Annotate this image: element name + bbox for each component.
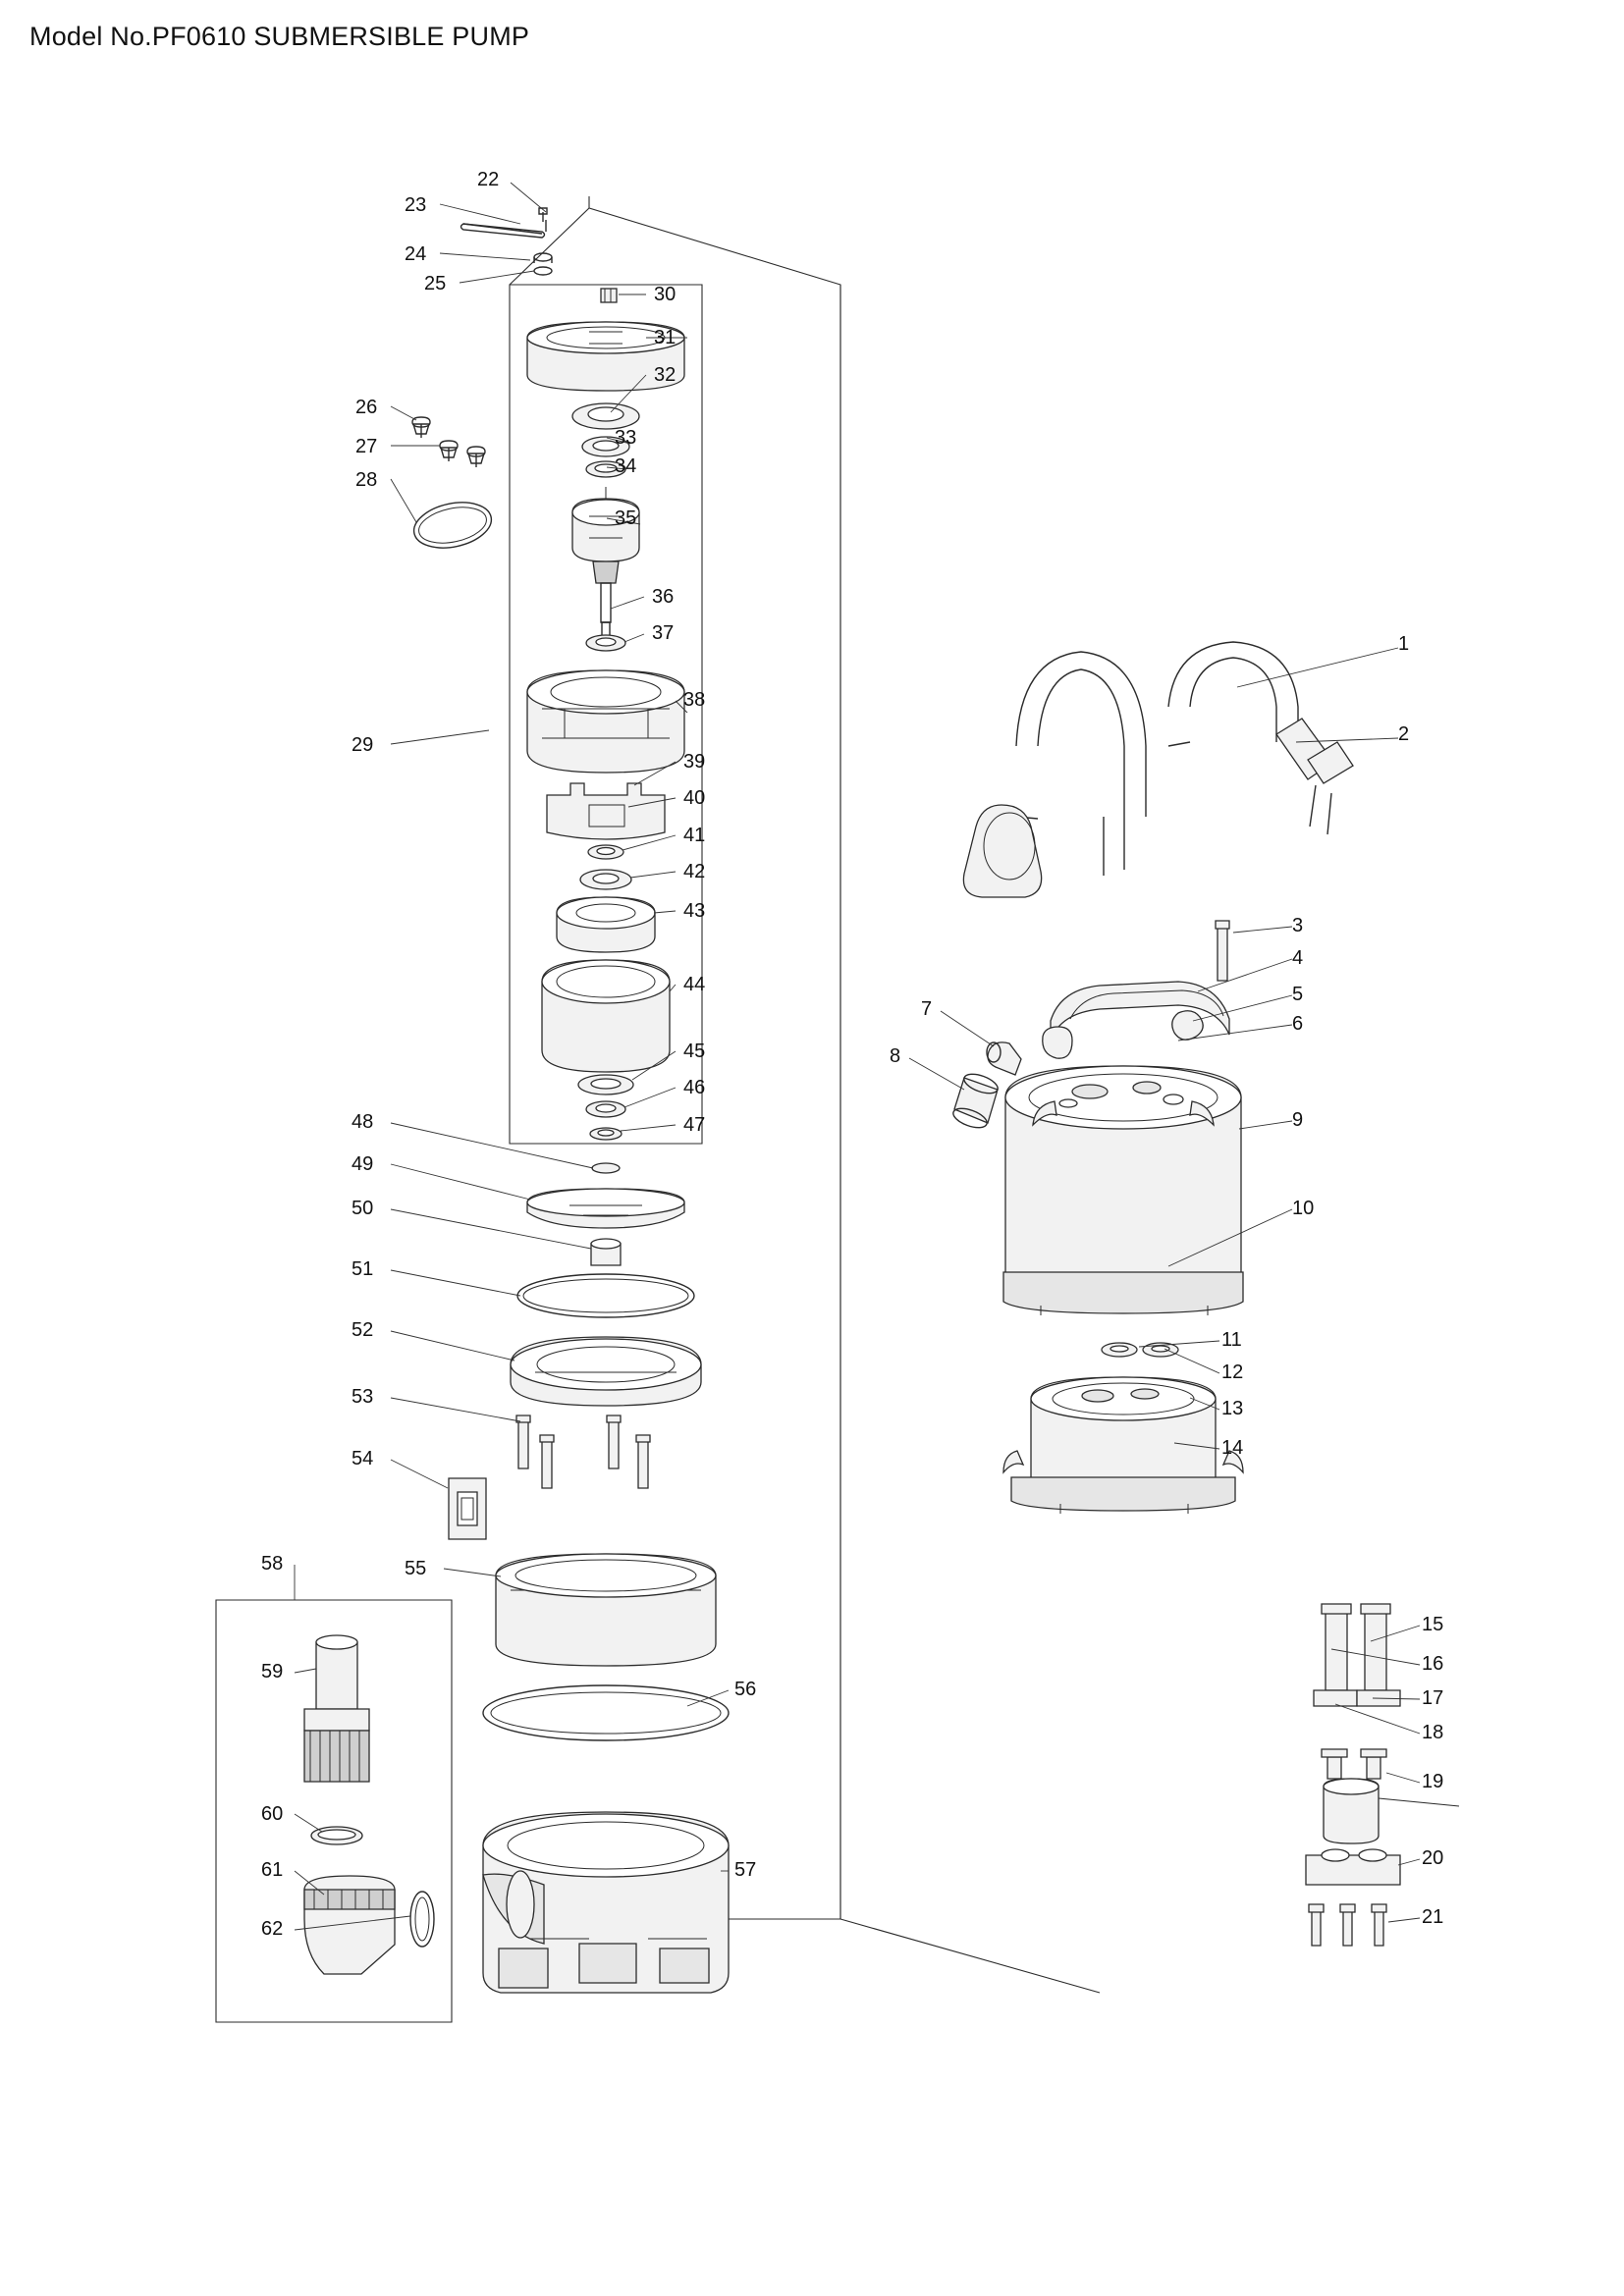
callout-24: 24: [405, 243, 427, 265]
callout-51: 51: [352, 1258, 374, 1280]
callout-61: 61: [261, 1859, 284, 1881]
callout-36: 36: [652, 586, 675, 608]
callout-32: 32: [654, 364, 677, 386]
callout-60: 60: [261, 1803, 284, 1825]
callout-12: 12: [1221, 1362, 1244, 1383]
callout-11: 11: [1221, 1329, 1242, 1351]
callout-25: 25: [424, 273, 447, 294]
callout-1: 1: [1398, 633, 1410, 655]
callout-7: 7: [921, 998, 933, 1020]
callout-37: 37: [652, 622, 675, 644]
callout-56: 56: [734, 1679, 757, 1700]
callout-20: 20: [1422, 1847, 1444, 1869]
callout-45: 45: [683, 1041, 706, 1062]
callout-52: 52: [352, 1319, 374, 1341]
callout-3: 3: [1292, 915, 1304, 936]
callout-57: 57: [734, 1859, 757, 1881]
callout-53: 53: [352, 1386, 374, 1408]
callout-35: 35: [615, 507, 637, 529]
callout-29: 29: [352, 734, 374, 756]
callout-39: 39: [683, 751, 706, 773]
callout-46: 46: [683, 1077, 706, 1098]
callout-5: 5: [1292, 984, 1304, 1005]
callout-34: 34: [615, 455, 637, 477]
callout-48: 48: [352, 1111, 374, 1133]
callout-22: 22: [477, 169, 500, 190]
callout-23: 23: [405, 194, 427, 216]
callout-16: 16: [1422, 1653, 1444, 1675]
callout-21: 21: [1422, 1906, 1444, 1928]
callout-44: 44: [683, 974, 706, 995]
callout-49: 49: [352, 1153, 374, 1175]
callout-38: 38: [683, 689, 706, 711]
callout-4: 4: [1292, 947, 1304, 969]
callout-8: 8: [890, 1045, 901, 1067]
callout-50: 50: [352, 1198, 374, 1219]
page-title: Model No.PF0610 SUBMERSIBLE PUMP: [29, 22, 530, 51]
callout-31: 31: [654, 327, 677, 348]
callout-13: 13: [1221, 1398, 1244, 1419]
callout-40: 40: [683, 787, 706, 809]
callout-27: 27: [355, 436, 378, 457]
callout-15: 15: [1422, 1614, 1444, 1635]
callout-41: 41: [683, 825, 706, 846]
callout-26: 26: [355, 397, 378, 418]
callout-58: 58: [261, 1553, 284, 1575]
callout-47: 47: [683, 1114, 706, 1136]
callout-19: 19: [1422, 1771, 1444, 1792]
callout-2: 2: [1398, 723, 1410, 745]
callout-17: 17: [1422, 1687, 1444, 1709]
callout-62: 62: [261, 1918, 284, 1940]
callout-59: 59: [261, 1661, 284, 1682]
callout-28: 28: [355, 469, 378, 491]
callout-54: 54: [352, 1448, 374, 1469]
callout-30: 30: [654, 284, 677, 305]
callout-6: 6: [1292, 1013, 1304, 1035]
callout-43: 43: [683, 900, 706, 922]
callout-33: 33: [615, 427, 637, 449]
callout-10: 10: [1292, 1198, 1315, 1219]
callout-9: 9: [1292, 1109, 1304, 1131]
callout-42: 42: [683, 861, 706, 882]
callout-18: 18: [1422, 1722, 1444, 1743]
callout-55: 55: [405, 1558, 427, 1579]
callout-14: 14: [1221, 1437, 1244, 1459]
